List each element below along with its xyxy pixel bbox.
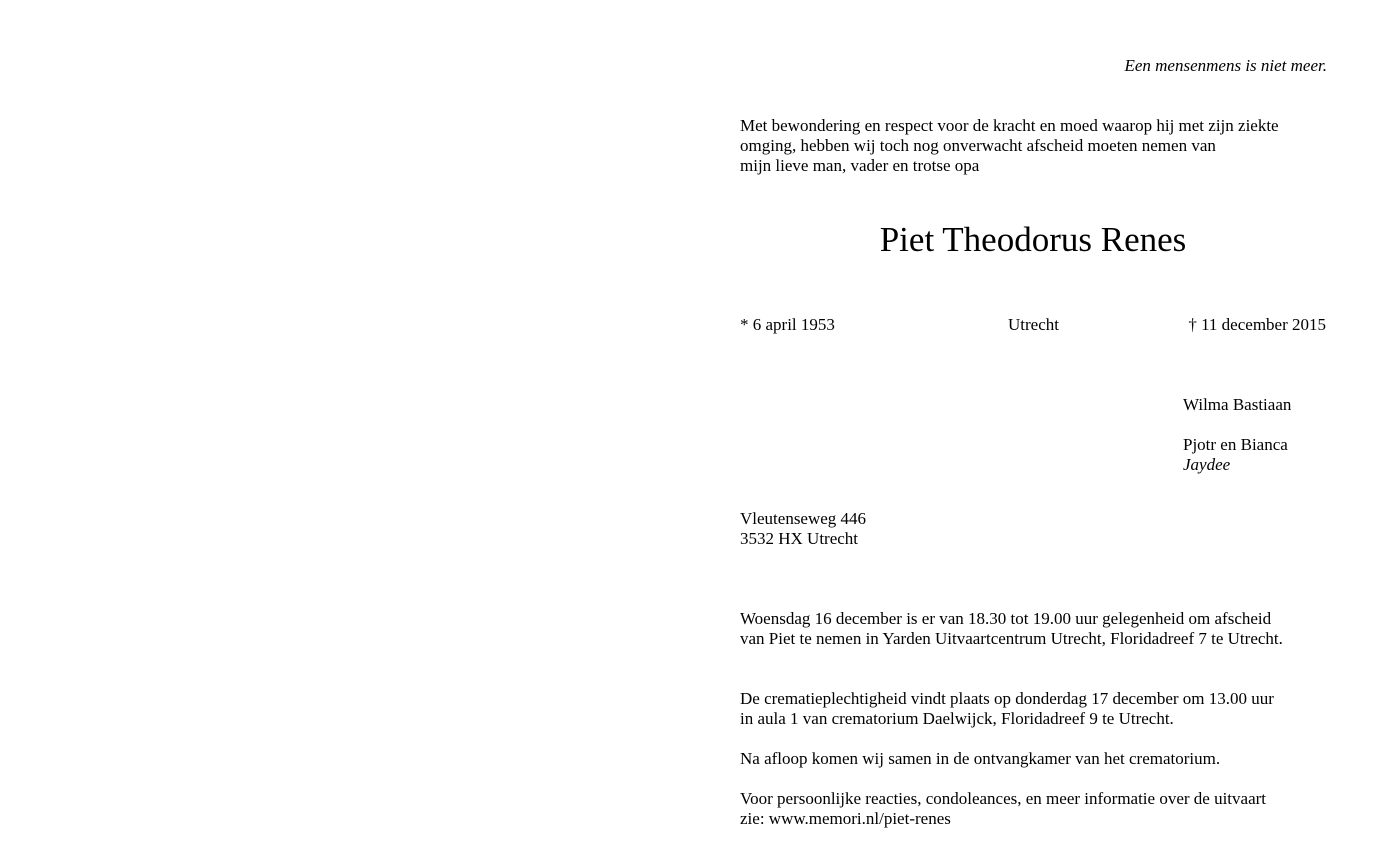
info-line: Voor persoonlijke reacties, condoleances, en meer informatie over de uitvaart bbox=[740, 789, 1267, 808]
info-line: zie: www.memori.nl/piet-renes bbox=[740, 809, 951, 828]
family-names bbox=[1183, 395, 1291, 475]
correspondence-address bbox=[740, 509, 866, 549]
address-city: 3532 HX Utrecht bbox=[740, 529, 859, 548]
info-line: van Piet te nemen in Yarden Uitvaartcentrum Utrecht, Floridadreef 7 te Utrecht. bbox=[740, 629, 1283, 648]
grandchild-name: Jaydee bbox=[1183, 455, 1231, 474]
spacer bbox=[1183, 415, 1291, 435]
address-street: Vleutenseweg 446 bbox=[740, 509, 867, 528]
children-names: Pjotr en Bianca bbox=[1183, 435, 1288, 454]
motto-line: Een mensenmens is niet meer. bbox=[1124, 56, 1327, 75]
reactions-paragraph bbox=[740, 789, 1283, 829]
spouse-name: Wilma Bastiaan bbox=[1183, 395, 1292, 414]
gathering-paragraph: Na afloop komen wij samen in de ontvangkamer van het crematorium. bbox=[740, 749, 1221, 768]
info-line: Woensdag 16 december is er van 18.30 tot 19.00 uur gelegenheid om afscheid bbox=[740, 609, 1272, 628]
place-name: Utrecht bbox=[1008, 315, 1059, 334]
cremation-paragraph bbox=[740, 689, 1283, 729]
intro-line: omging, hebben wij toch nog onverwacht afscheid moeten nemen van bbox=[740, 136, 1216, 155]
info-line: in aula 1 van crematorium Daelwijck, Floridadreef 9 te Utrecht. bbox=[740, 709, 1174, 728]
info-line: De crematieplechtigheid vindt plaats op donderdag 17 december om 13.00 uur bbox=[740, 689, 1274, 708]
spacer bbox=[740, 729, 1283, 749]
spacer bbox=[740, 769, 1283, 789]
spacer bbox=[740, 669, 1283, 689]
birth-date: * 6 april 1953 bbox=[740, 315, 835, 334]
intro-line: Met bewondering en respect voor de kracht en moed waarop hij met zijn ziekte bbox=[740, 116, 1279, 135]
announcement-page bbox=[740, 0, 1330, 846]
intro-line: mijn lieve man, vader en trotse opa bbox=[740, 156, 980, 175]
ceremony-info bbox=[740, 589, 1283, 829]
deceased-name: Piet Theodorus Renes bbox=[879, 220, 1187, 259]
death-date: † 11 december 2015 bbox=[1188, 315, 1326, 334]
intro-paragraph bbox=[740, 116, 1279, 176]
